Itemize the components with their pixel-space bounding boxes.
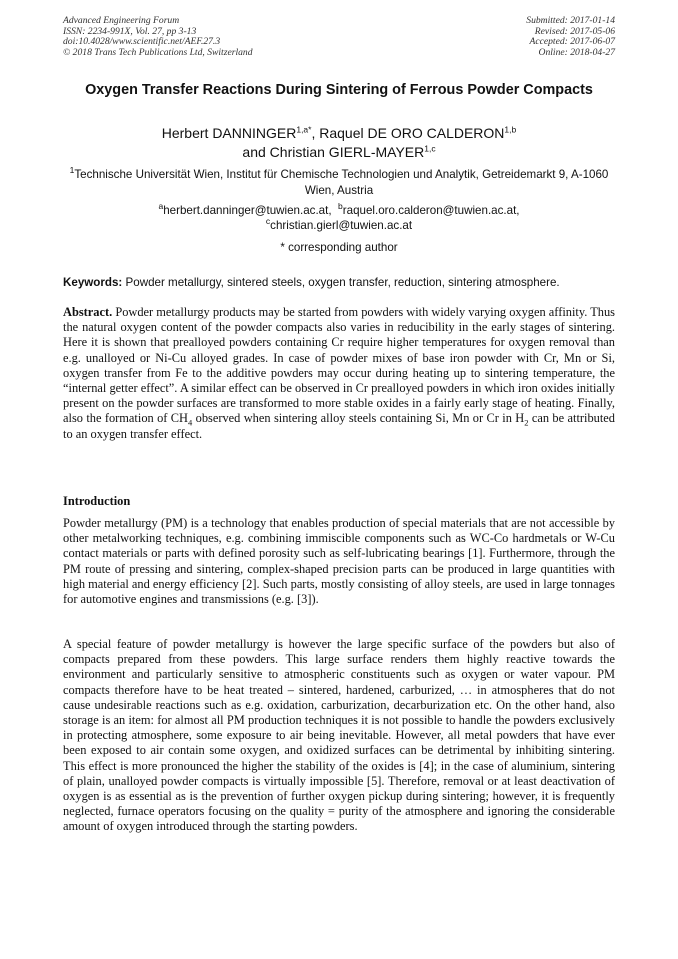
keywords <box>63 276 615 290</box>
abstract-text: Powder metallurgy products may be started from powders with widely varying oxygen affinity. Thus the natural oxygen content of the powder compacts also varies in reducibility in the early stages of sintering. Here it is shown that prealloyed powders containing Cr require higher temperatures for oxygen removal than e.g. unalloyed or Ni-Cu alloyed grades. In case of powder mixes of base iron powder with Cr, Mn or Si, oxygen transfer from Fe to the additive powders may occur during heating up to sintering temperature, the “internal getter effect”. A similar effect can be observed in Cr prealloyed powders in which iron oxides initially present on the powder surfaces are transformed to more stable oxides in a fairly early stage of heating. Finally, also the formation of CH <box>63 305 615 426</box>
email-link[interactable]: christian.gierl@tuwien.ac.at <box>270 218 413 232</box>
paper-title: Oxygen Transfer Reactions During Sintering of Ferrous Powder Compacts <box>85 82 593 98</box>
section-heading-introduction: Introduction <box>63 494 131 508</box>
email-superscript: c <box>265 215 271 226</box>
email-link[interactable]: raquel.oro.calderon@tuwien.ac.at, <box>342 204 520 217</box>
journal-header <box>63 16 253 58</box>
author-name: Christian GIERL-MAYER <box>269 144 425 160</box>
abstract-text: observed when sintering alloy steels containing Si, Mn or Cr in H <box>192 411 525 426</box>
email-superscript: a <box>158 201 164 212</box>
revised-date: Revised: 2017-05-06 <box>534 25 615 37</box>
abstract-subscript: 4 <box>188 417 193 428</box>
keywords-label: Keywords: <box>63 276 123 289</box>
author-name: Raquel DE ORO CALDERON <box>319 125 505 141</box>
abstract-label: Abstract. <box>63 305 113 319</box>
keywords-text: Powder metallurgy, sintered steels, oxygen transfer, reduction, sintering atmosphere. <box>125 276 560 289</box>
email-superscript: b <box>338 201 343 212</box>
journal-name: Advanced Engineering Forum <box>63 15 180 26</box>
email-link[interactable]: herbert.danninger@tuwien.ac.at, <box>163 204 332 217</box>
affiliation-superscript: 1 <box>69 165 75 176</box>
author-emails <box>63 201 615 233</box>
abstract-text: can be attributed to an oxygen transfer effect. <box>63 411 615 441</box>
author-superscript: 1,a* <box>296 124 312 135</box>
corresponding-author-note: * corresponding author <box>280 241 398 254</box>
author-list <box>63 124 615 162</box>
issn-line: ISSN: 2234-991X, Vol. 27, pp 3-13 <box>63 25 197 37</box>
abstract <box>63 305 615 442</box>
affiliation <box>63 167 615 199</box>
dates-header <box>526 16 615 58</box>
submitted-date: Submitted: 2017-01-14 <box>526 15 615 26</box>
paragraph: Powder metallurgy (PM) is a technology that enables production of special materials that are not accessible by other metalworking techniques, e.g. combining immiscible components such as WC-Co hardmetals or W-Cu contact materials or parts with defined porosity such as self-lubricating bearings [1]. Furthermore, through the PM route of pressing and sintering, complex-shaped precision parts can be produced in large quantities with high material and energy efficiency [2]. Such parts, mostly consisting of alloy steels, are used in large tonnages for automotive engines and transmissions (e.g. [3]). <box>63 516 615 607</box>
online-date: Online: 2018-04-27 <box>538 46 615 58</box>
copyright-line: © 2018 Trans Tech Publications Ltd, Switzerland <box>63 46 253 58</box>
doi-line: doi:10.4028/www.scientific.net/AEF.27.3 <box>63 36 221 48</box>
abstract-subscript: 2 <box>524 417 529 428</box>
author-superscript: 1,b <box>504 124 517 135</box>
paragraph: A special feature of powder metallurgy is however the large specific surface of the powders but also of compacts prepared from these powders. This large surface renders them highly reactive towards the environment and particularly sensitive to atmospheric constituents such as oxygen or water vapour. PM compacts therefore have to be heat treated – sintered, hardened, carburized, … in atmospheres that do not cause undesirable reactions such as e.g. oxidation, carburization, decarburization etc. On the other hand, also storage is an item: for almost all PM production techniques it is not possible to handle the powders exclusively in protecting atmosphere, some exposure to air being inevitable. However, all metal powders that have ever been exposed to air contain some oxygen, and oxidized surfaces can be detrimental by inhibiting sintering. This effect is more pronounced the higher the stability of the oxides is [4]; in the case of aluminium, sintering of plain, unalloyed powder compacts is virtually impossible [5]. Therefore, removal or at least deactivation of oxygen is as essential as is the prevention of further oxygen pickup during sintering; however, it is frequently neglected, furnace operators focusing on the quality = purity of the atmosphere and ignoring the considerable amount of oxygen introduced through the starting powders. <box>63 637 615 834</box>
author-superscript: 1,c <box>424 143 436 154</box>
author-name: Herbert DANNINGER <box>161 125 297 141</box>
accepted-date: Accepted: 2017-06-07 <box>529 36 615 48</box>
author-separator: , <box>311 125 320 141</box>
author-conjunction: and <box>242 144 270 160</box>
affiliation-text: Technische Universität Wien, Institut für Chemische Technologien und Analytik, Getreidemarkt 9, A-1060 Wien, Austria <box>74 168 609 197</box>
